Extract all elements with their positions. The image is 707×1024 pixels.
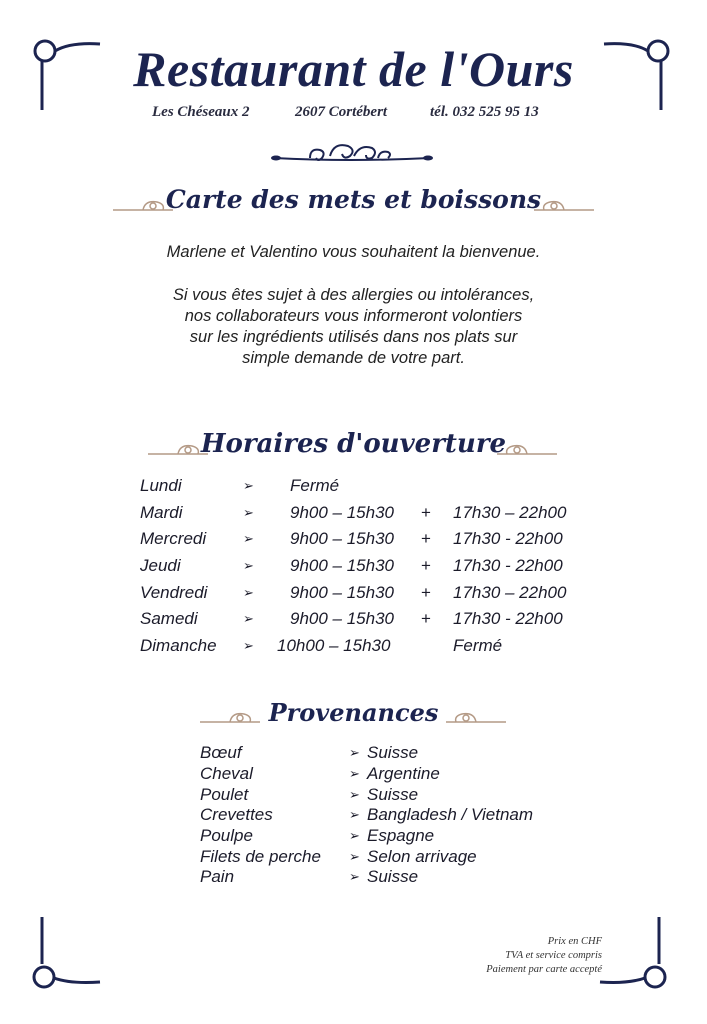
hours-evening: 17h30 - 22h00 bbox=[453, 529, 563, 548]
hours-morning: 9h00 – 15h30 bbox=[290, 583, 394, 602]
provenances-heading: Provenances bbox=[268, 698, 439, 727]
phone: tél. 032 525 95 13 bbox=[430, 104, 539, 120]
hours-evening: 17h30 - 22h00 bbox=[453, 609, 563, 628]
provenance-item: Bœuf bbox=[200, 743, 242, 762]
hours-morning: 9h00 – 15h30 bbox=[290, 609, 394, 628]
address: Les Chéseaux 2 bbox=[152, 104, 250, 120]
arrowhead-icon: ➢ bbox=[349, 745, 360, 760]
arrowhead-icon: ➢ bbox=[243, 478, 254, 493]
allergy-line: simple demande de votre part. bbox=[242, 349, 465, 367]
hours-day: Dimanche bbox=[140, 636, 217, 655]
hours-day: Samedi bbox=[140, 609, 198, 628]
arrowhead-icon: ➢ bbox=[243, 531, 254, 546]
arrowhead-icon: ➢ bbox=[349, 869, 360, 884]
provenance-item: Filets de perche bbox=[200, 847, 321, 866]
welcome-text: Marlene et Valentino vous souhaitent la bienvenue. bbox=[166, 243, 541, 261]
hours-day: Vendredi bbox=[140, 583, 208, 602]
swirl-right-ornament bbox=[493, 438, 557, 458]
swirl-right-ornament bbox=[442, 706, 506, 726]
provenance-origin: Suisse bbox=[367, 785, 419, 804]
hours-day: Jeudi bbox=[140, 556, 181, 575]
allergy-line: sur les ingrédients utilisés dans nos plats sur bbox=[189, 328, 518, 346]
provenance-origin: Suisse bbox=[367, 743, 419, 762]
hours-day: Mardi bbox=[140, 503, 183, 522]
hours-day: Mercredi bbox=[140, 529, 207, 548]
hours-heading: Horaires d'ouverture bbox=[200, 429, 507, 459]
city: 2607 Cortébert bbox=[295, 104, 388, 120]
corner-ornament-bottom-right bbox=[598, 912, 678, 997]
provenance-origin: Selon arrivage bbox=[367, 847, 477, 866]
allergy-line: Si vous êtes sujet à des allergies ou intolérances, bbox=[172, 286, 535, 304]
hours-plus: + bbox=[421, 583, 431, 602]
arrowhead-icon: ➢ bbox=[349, 807, 360, 822]
arrowhead-icon: ➢ bbox=[349, 766, 360, 781]
corner-ornament-bottom-left bbox=[30, 912, 110, 997]
scroll-divider-ornament bbox=[270, 138, 435, 168]
hours-morning: 9h00 – 15h30 bbox=[290, 556, 394, 575]
hours-day: Lundi bbox=[140, 476, 182, 495]
provenance-origin: Bangladesh / Vietnam bbox=[367, 805, 534, 824]
hours-evening: 17h30 - 22h00 bbox=[453, 556, 563, 575]
arrowhead-icon: ➢ bbox=[243, 505, 254, 520]
arrowhead-icon: ➢ bbox=[349, 849, 360, 864]
arrowhead-icon: ➢ bbox=[243, 638, 254, 653]
provenance-item: Pain bbox=[200, 867, 235, 886]
arrowhead-icon: ➢ bbox=[349, 828, 360, 843]
hours-plus: + bbox=[421, 503, 431, 522]
provenance-origin: Suisse bbox=[367, 867, 419, 886]
footer-price-note: Prix en CHF bbox=[547, 936, 602, 947]
allergy-line: nos collaborateurs vous informeront volontiers bbox=[184, 307, 523, 325]
arrowhead-icon: ➢ bbox=[243, 585, 254, 600]
hours-morning: 10h00 – 15h30 bbox=[277, 636, 391, 655]
hours-morning: Fermé bbox=[290, 476, 340, 495]
arrowhead-icon: ➢ bbox=[243, 611, 254, 626]
footer-payment-note: Paiement par carte accepté bbox=[486, 964, 602, 975]
menu-heading: Carte des mets et boissons bbox=[165, 185, 542, 214]
provenance-item: Crevettes bbox=[200, 805, 273, 824]
hours-plus: + bbox=[421, 529, 431, 548]
hours-plus: + bbox=[421, 556, 431, 575]
provenance-item: Poulet bbox=[200, 785, 249, 804]
provenance-item: Cheval bbox=[200, 764, 253, 783]
footer-vat-note: TVA et service compris bbox=[505, 950, 602, 961]
provenance-origin: Espagne bbox=[367, 826, 435, 845]
provenance-origin: Argentine bbox=[367, 764, 440, 783]
arrowhead-icon: ➢ bbox=[243, 558, 254, 573]
provenance-item: Poulpe bbox=[200, 826, 253, 845]
hours-evening: 17h30 – 22h00 bbox=[453, 503, 567, 522]
hours-evening: 17h30 – 22h00 bbox=[453, 583, 567, 602]
swirl-right-ornament bbox=[530, 194, 594, 214]
arrowhead-icon: ➢ bbox=[349, 787, 360, 802]
restaurant-title: Restaurant de l'Ours bbox=[133, 41, 574, 97]
hours-morning: 9h00 – 15h30 bbox=[290, 529, 394, 548]
hours-evening: Fermé bbox=[453, 636, 503, 655]
hours-morning: 9h00 – 15h30 bbox=[290, 503, 394, 522]
hours-plus: + bbox=[421, 609, 431, 628]
